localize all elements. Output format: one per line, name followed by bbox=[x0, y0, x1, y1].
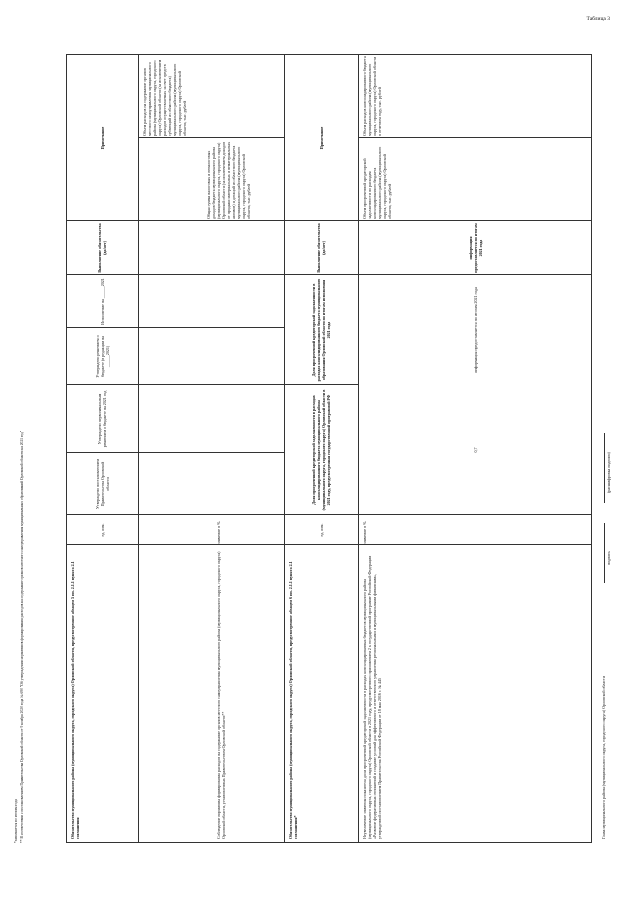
sec1-row-text: Соблюдение норматива формирования расходов на содержание органов местного самоуправления муниципального района (муниципального округа, городского округа) Орловской области, установленных Правительством Орловской области** bbox=[216, 551, 226, 839]
sign-label: Глава муниципального района (муниципального округа, городского округа) Орловской области bbox=[601, 676, 606, 839]
name-caption: (расшифровка подписи) bbox=[606, 452, 611, 493]
sec2-row-text: Неувеличение значения показателя доли просроченной кредиторской задолженности в расходах консолидированных бюджетов муниципального района (муниципального округа, городского округа) Орловской области в 2021 году, предусмотренного приложением 2 к государственной программе Российской Федерации «Развитие федеративных отношений и создание условий для эффективного и ответственного управления региональными и муниципальными финансами», утвержденной постановлением Правительства Российской Федерации от 18 мая 2016 г. № 445 bbox=[362, 555, 382, 839]
sec2-row-value: 0,7 bbox=[472, 447, 478, 453]
col-sep-exec bbox=[66, 327, 284, 328]
sign-line bbox=[604, 523, 605, 583]
col-sep-note bbox=[66, 220, 592, 221]
border-bottom bbox=[591, 55, 592, 843]
row-sep-2 bbox=[284, 55, 285, 843]
hdr-execution: Исполнение на ______2021 bbox=[99, 278, 105, 325]
sec2-note-b: Объем расходов консолидированного бюджета муниципального района (муниципального округа, городского округа) Орловской области в отчетном году, тыс. рублей bbox=[362, 56, 382, 136]
sec2-hdr-share2: Доля просроченной кредиторской задолженности в расходах консолидированного бюджета муниципального образования Орловской области по итогам исполнения 2021 года bbox=[311, 278, 331, 382]
name-line bbox=[604, 433, 605, 503]
footnote-1: *заполняется по итогам года bbox=[14, 799, 18, 843]
sec2-hdr-note: Примечание bbox=[318, 126, 324, 150]
hdr-revision: Утверждено решением о бюджете (в редакции на ______2021) bbox=[94, 335, 110, 378]
col-sep-note-mid-2 bbox=[358, 137, 592, 138]
border-top bbox=[66, 55, 67, 843]
border-left bbox=[66, 842, 592, 843]
sec1-note-a: Общая сумма налоговых и неналоговых доходов бюджета муниципального района (муниципального округа, городского округа) Орловской области (за исключением доходов от продажи материальных и нематериальных активов) и дотаций из областного бюджета муниципального района (муниципального округа, городского округа) Орловской области, тыс. рублей bbox=[206, 141, 251, 219]
col-sep-rev bbox=[66, 384, 358, 385]
col-sep-note-mid-1 bbox=[138, 137, 284, 138]
sec2-row-unit: значение в % bbox=[362, 521, 367, 544]
col-sep-unit bbox=[66, 544, 592, 545]
sec2-row-info1: информация предоставляется по итогам 2021 года bbox=[472, 287, 478, 373]
col-sep-gov bbox=[66, 514, 592, 515]
hdr-unit: ед. изм. bbox=[99, 523, 105, 537]
document-table bbox=[46, 25, 614, 883]
col-sep-dec bbox=[66, 452, 284, 453]
hdr-gov: Утверждено постановлением Правительства Орловской области bbox=[94, 459, 110, 509]
col-sep-done bbox=[66, 274, 592, 275]
hdr-note: Примечание bbox=[99, 126, 105, 150]
sec1-note-b: Объем расходов на содержание органов местного самоуправления муниципального района (муниципального округа, городского округа) Орловской области (за исключением расходов осуществляемых за счет средств субвенций из областного бюджета) муниципального района (муниципального округа, городского округа) Орловской области, тыс. рублей bbox=[142, 59, 187, 136]
hdr-decision: Утверждено первоначальным решением о бюджете на 2021 год bbox=[97, 390, 107, 448]
sec1-row-unit: значение в % bbox=[216, 521, 221, 544]
row-sep-3 bbox=[358, 55, 359, 843]
footnote-2: ** В соответствии с постановлением Правительства Орловской области от 9 ноября 2020 года № 690 "Об утверждении нормативов формирования расходов на содержание органов местного самоуправления муниципальных образований Орловской области на 2021 год" bbox=[20, 430, 24, 843]
sec2-hdr-unit: ед. изм. bbox=[318, 523, 324, 537]
sec2-hdr-fulfilment: Выполнение обязательства (да/нет) bbox=[316, 223, 326, 273]
sign-caption: подпись bbox=[606, 551, 611, 565]
sec2-row-info2: информация предоставляется по итогам 2021 года bbox=[467, 223, 483, 273]
rotated-page bbox=[46, 25, 614, 883]
sec2-note-a: Объем просроченной кредиторской задолженности по расходам консолидированного бюджета муниципального района (муниципального округа, городского округа) Орловской области, тыс. рублей bbox=[362, 146, 392, 219]
row-sep-1 bbox=[138, 55, 139, 843]
hdr-fulfilment: Выполнение обязательства (да/нет) bbox=[97, 223, 107, 273]
sec2-title: Обязательство муниципального района (муниципального округа, городского округа) Орловской области, предусмотренное абзацем 6 пп. 2.1.1 пункта 2.1 соглашения* bbox=[288, 561, 298, 839]
table-label: Таблица 3 bbox=[586, 16, 610, 22]
sec1-title: Обязательство муниципального района (муниципального округа, городского округа) Орловской области, предусмотренное абзацем 5 пп. 2.1.1 пункта 2.1 соглашения bbox=[70, 561, 80, 839]
border-right bbox=[66, 54, 592, 55]
footnotes bbox=[10, 25, 50, 883]
sec2-hdr-share: Доля просроченной кредиторской задолженности в расходах консолидированного бюджета муниципального района (муниципального округа, городского округа) Орловской области в 2021 году, предусмотренная государственной программой РФ bbox=[311, 389, 331, 511]
